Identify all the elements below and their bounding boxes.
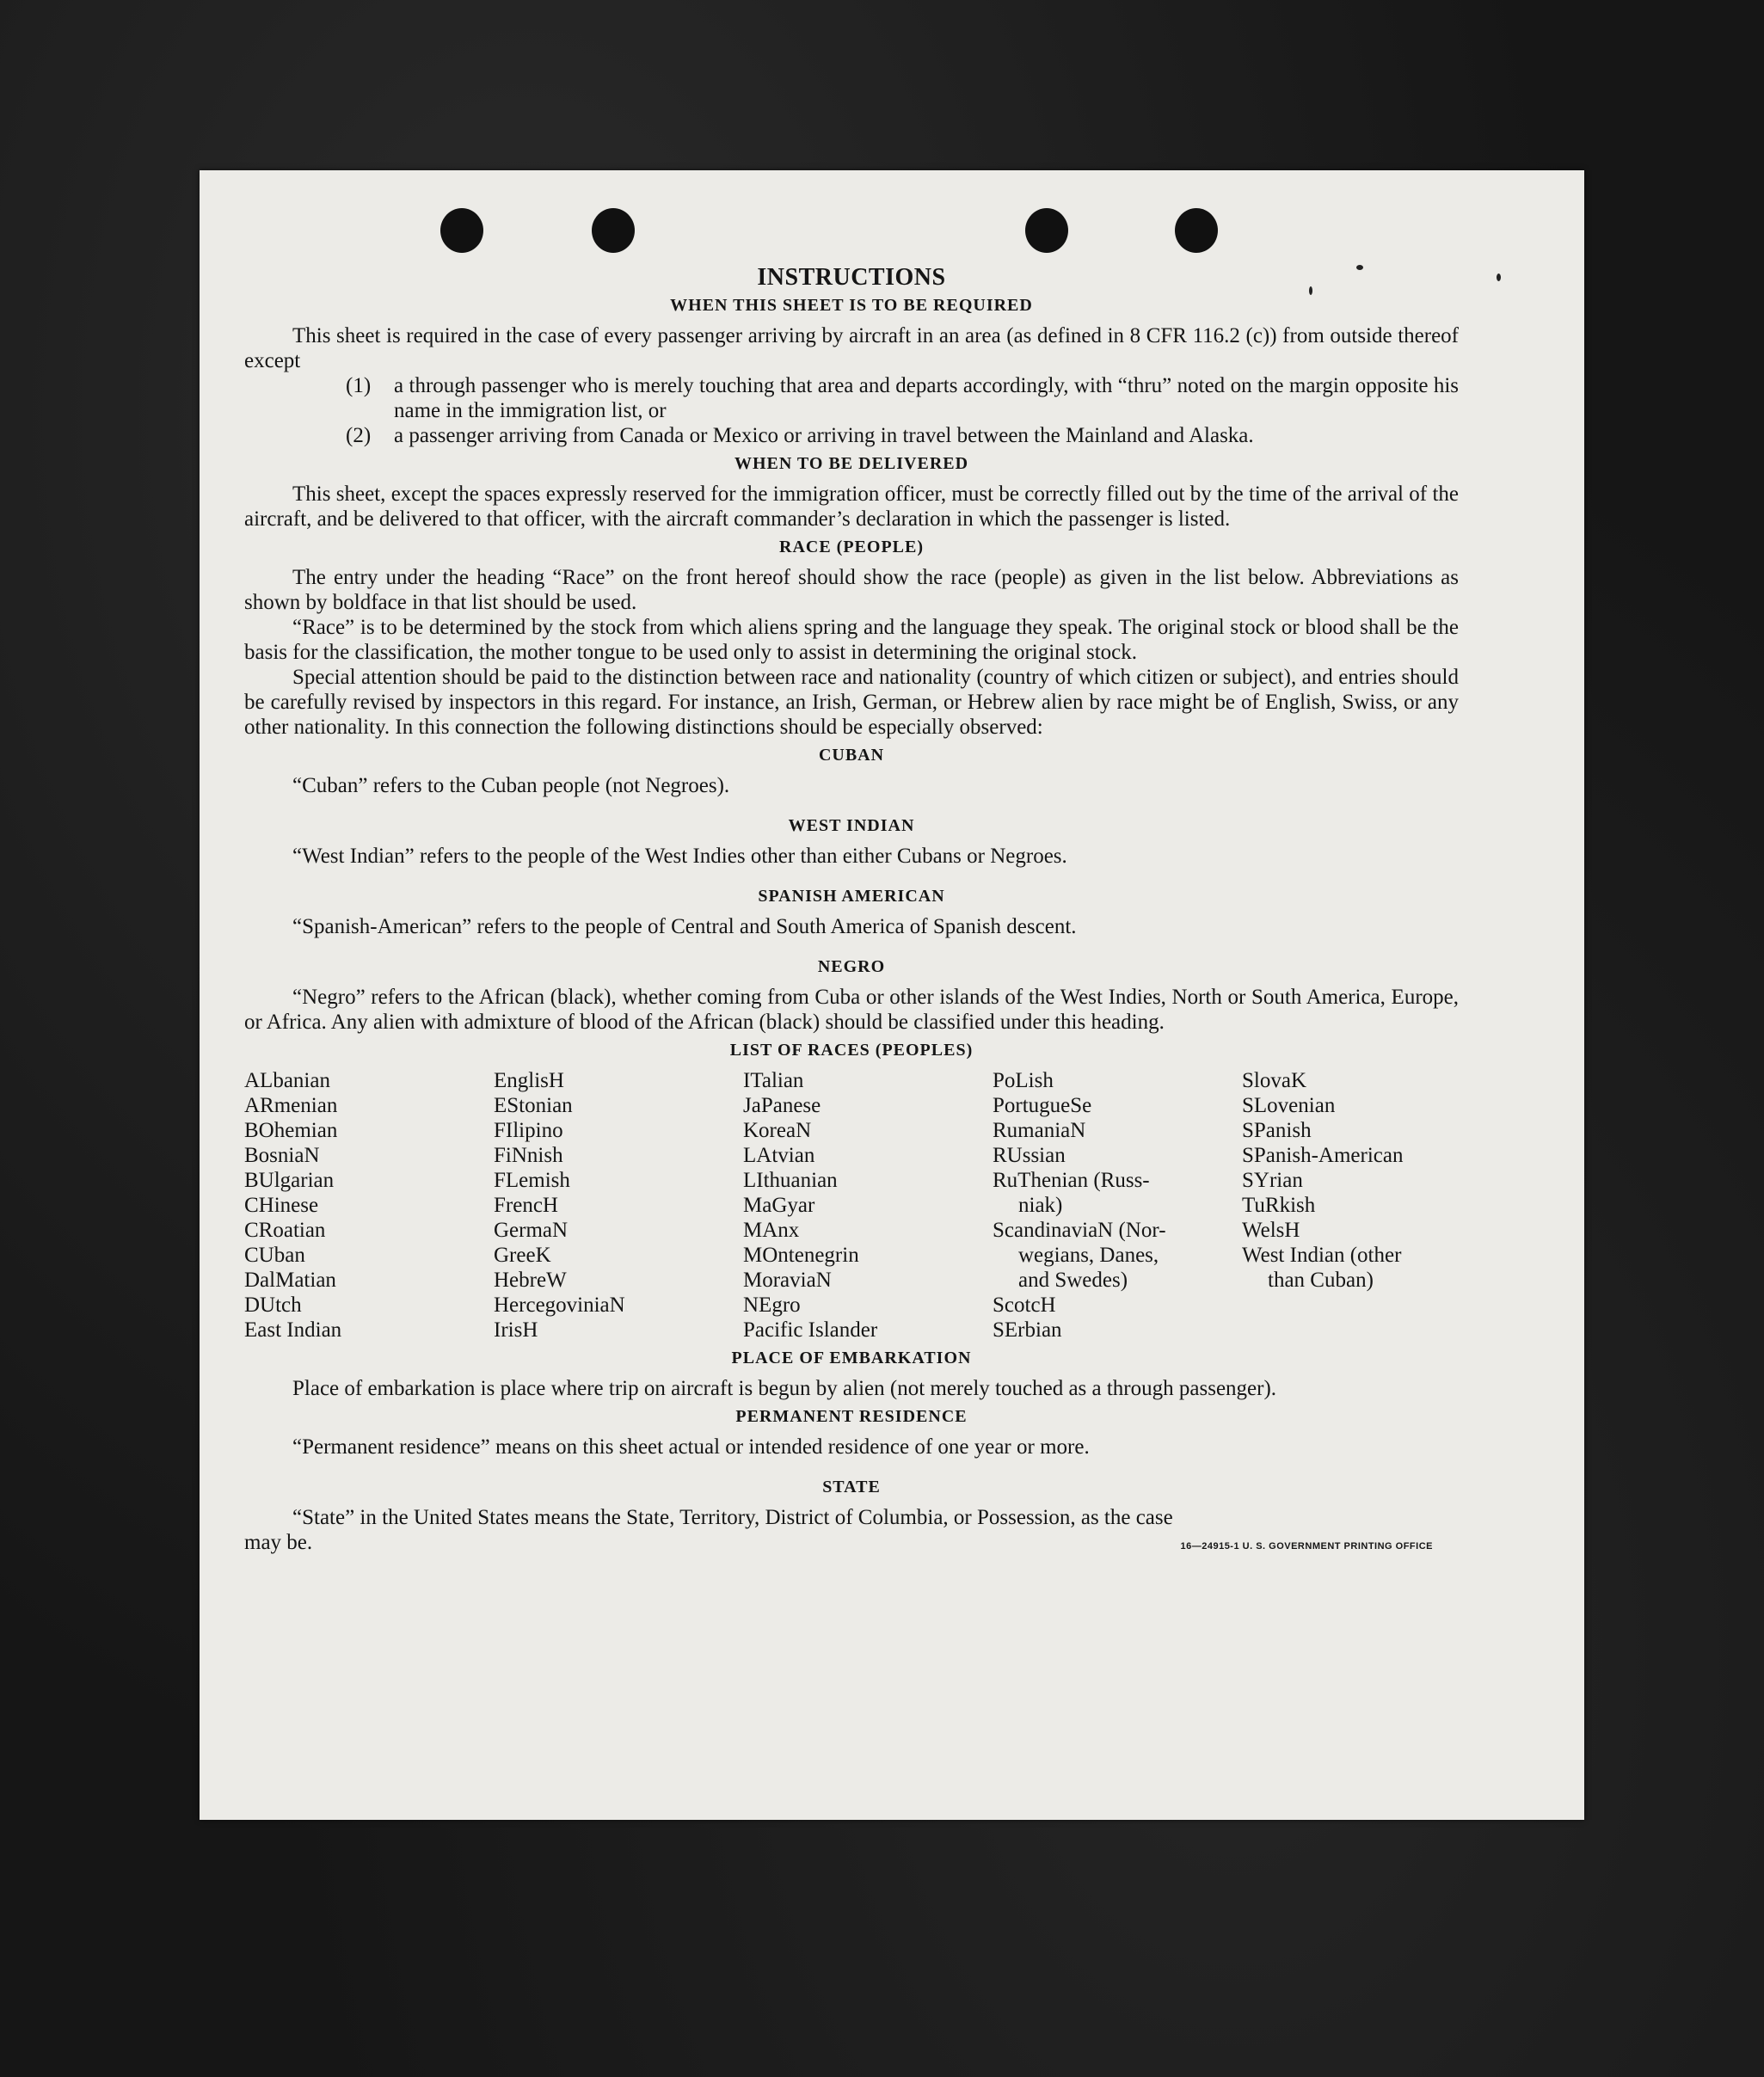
embarkation-text: Place of embarkation is place where trip on aircraft is begun by alien (not merely touched as a through passenger). [292,1377,1277,1400]
exception-item [244,373,1459,423]
race-column [1242,1068,1459,1343]
race-entry: CHinese [244,1194,319,1217]
race-entry: wegians, Danes, [1018,1244,1159,1267]
race-entry: ScandinaviaN (Nor- [993,1219,1166,1242]
race-entry: MoraviaN [743,1269,832,1292]
instructions-body [244,265,1459,1559]
section-heading-residence: PERMANENT RESIDENCE [735,1407,968,1426]
section-heading-required: WHEN THIS SHEET IS TO BE REQUIRED [670,296,1033,315]
race-entry: FrencH [494,1194,558,1217]
negro-text: “Negro” refers to the African (black), whether coming from Cuba or other islands of the West Indies, North or South America, Europe, or Africa. Any alien with admixture of blood of the African (black) should be classified under this heading. [244,986,1459,1034]
race-entry: TuRkish [1242,1194,1316,1217]
race-entry: ARmenian [244,1094,338,1117]
section-heading-state: STATE [822,1478,881,1496]
race-entry: ScotcH [993,1294,1056,1317]
race-entry: CUban [244,1244,305,1267]
race-entry: JaPanese [743,1094,821,1117]
exception-number: (2) [346,424,372,447]
race-entry: ALbanian [244,1069,330,1092]
race-entry: PoLish [993,1069,1054,1092]
race-paragraph-2: “Race” is to be determined by the stock from which aliens spring and the language they speak. The original stock or blood shall be the basis for the classification, the mother tongue to be used only to assist in determining the original stock. [244,616,1459,664]
race-list [244,1068,1459,1343]
race-entry: MaGyar [743,1194,815,1217]
race-entry: SLovenian [1242,1094,1336,1117]
race-paragraph-1: The entry under the heading “Race” on the front hereof should show the race (people) as given in the list below. Abbreviations as shown by boldface in that list should be used. [244,566,1459,614]
required-text: This sheet is required in the case of every passenger arriving by aircraft in an area (as defined in 8 CFR 116.2 (c)) from outside thereof except [244,324,1459,372]
race-column [244,1068,494,1343]
race-entry: and Swedes) [1018,1269,1128,1292]
state-text-end: may be. [244,1531,313,1554]
race-entry: RuThenian (Russ- [993,1169,1150,1192]
section-heading-race: RACE (PEOPLE) [779,538,924,556]
cuban-text: “Cuban” refers to the Cuban people (not Negroes). [292,774,730,797]
punch-hole [1175,208,1218,253]
race-entry: Pacific Islander [743,1318,878,1342]
section-heading-delivered: WHEN TO BE DELIVERED [734,454,969,473]
punch-hole [440,208,483,253]
race-entry: KoreaN [743,1119,812,1142]
section-heading-cuban: CUBAN [818,746,885,765]
race-entry: FLemish [494,1169,570,1192]
race-entry: LAtvian [743,1144,815,1167]
spanish-american-text: “Spanish-American” refers to the people of Central and South America of Spanish descent. [292,915,1077,938]
state-text: “State” in the United States means the State, Territory, District of Columbia, or Possession, as the case [292,1506,1173,1529]
race-entry: SYrian [1242,1169,1303,1192]
race-paragraph-3: Special attention should be paid to the distinction between race and nationality (country of which citizen or subject), and entries should be carefully revised by inspectors in this regard. For instance, an Irish, German, or Hebrew alien by race might be of English, Swiss, or any other nationality. In this connection the following distinctions should be especially observed: [244,666,1459,739]
footer-row [244,1530,1459,1559]
race-entry: GreeK [494,1244,551,1267]
race-entry: SlovaK [1242,1069,1306,1092]
exception-number: (1) [346,374,372,397]
race-entry: IrisH [494,1318,538,1342]
race-entry: PortugueSe [993,1094,1092,1117]
race-entry: MAnx [743,1219,800,1242]
residence-text: “Permanent residence” means on this sheet actual or intended residence of one year or more. [292,1435,1090,1459]
speck [1497,273,1501,281]
race-entry: EStonian [494,1094,573,1117]
race-entry: GermaN [494,1219,569,1242]
punch-hole [592,208,635,253]
section-heading-spanish-american: SPANISH AMERICAN [758,887,945,906]
race-entry: BosniaN [244,1144,320,1167]
race-entry: West Indian (other [1242,1244,1402,1267]
race-column [494,1068,743,1343]
race-entry: DalMatian [244,1269,336,1292]
race-entry: RUssian [993,1144,1066,1167]
exception-text: a passenger arriving from Canada or Mexico or arriving in travel between the Mainland and Alaska. [394,424,1254,447]
west-indian-text: “West Indian” refers to the people of the West Indies other than either Cubans or Negroes. [292,845,1067,868]
section-heading-list-of-races: LIST OF RACES (PEOPLES) [729,1041,974,1060]
delivered-text: This sheet, except the spaces expressly reserved for the immigration officer, must be correctly filled out by the time of the arrival of the aircraft, and be delivered to that officer, with the aircraft commander’s declaration in which the passenger is listed. [244,482,1459,531]
exception-text: a through passenger who is merely touching that area and departs accordingly, with “thru” noted on the margin opposite his name in the immigration list, or [394,374,1459,422]
race-entry: EnglisH [494,1069,564,1092]
race-entry: SPanish-American [1242,1144,1404,1167]
race-entry: BOhemian [244,1119,338,1142]
printer-mark: 16—24915-1 U. S. GOVERNMENT PRINTING OFFICE [1180,1541,1433,1552]
instruction-sheet [200,170,1584,1820]
race-entry: NEgro [743,1294,801,1317]
race-entry: RumaniaN [993,1119,1086,1142]
race-column [993,1068,1242,1343]
race-entry: MOntenegrin [743,1244,859,1267]
race-entry: East Indian [244,1318,342,1342]
race-entry: LIthuanian [743,1169,838,1192]
race-entry: niak) [1018,1194,1063,1217]
race-entry: FiNnish [494,1144,563,1167]
race-entry: ITalian [743,1069,804,1092]
race-entry: HebreW [494,1269,567,1292]
race-entry: SErbian [993,1318,1062,1342]
race-entry: than Cuban) [1268,1269,1374,1292]
race-column [743,1068,993,1343]
section-heading-embarkation: PLACE OF EMBARKATION [731,1349,972,1367]
section-heading-west-indian: WEST INDIAN [788,816,915,835]
punch-hole [1025,208,1068,253]
section-heading-negro: NEGRO [817,957,886,976]
race-entry: HercegoviniaN [494,1294,625,1317]
race-entry: CRoatian [244,1219,326,1242]
race-entry: DUtch [244,1294,302,1317]
race-entry: SPanish [1242,1119,1312,1142]
page-title: INSTRUCTIONS [757,264,946,291]
exception-item [244,423,1459,448]
race-entry: BUlgarian [244,1169,335,1192]
race-entry: WelsH [1242,1219,1300,1242]
race-entry: FIlipino [494,1119,563,1142]
